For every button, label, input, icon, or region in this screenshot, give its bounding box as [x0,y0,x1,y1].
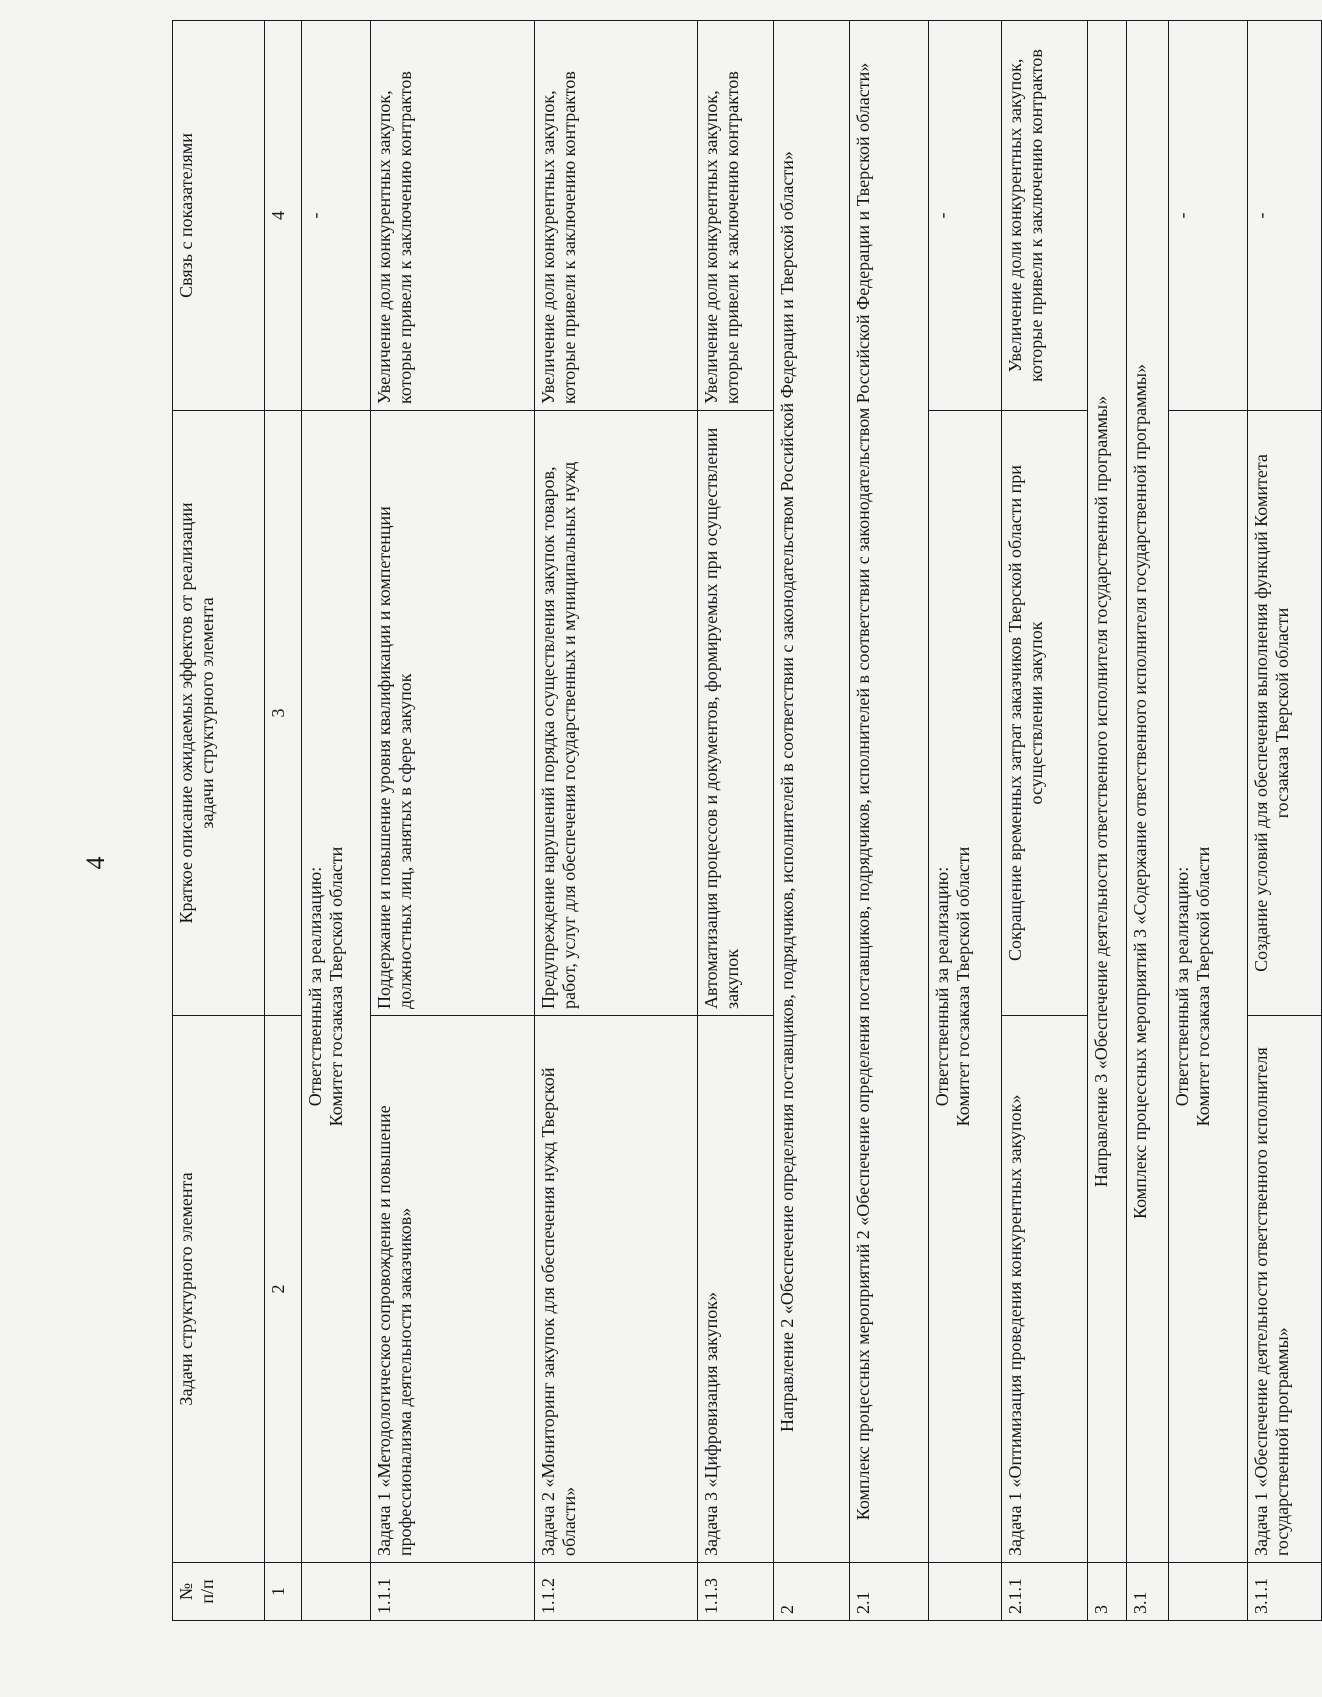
effect-cell: Поддержание и повышение уровня квалификации и компетенции должностных лиц, занятых в сфере закупок [371,411,534,1016]
table-row [773,21,849,1621]
responsible-cell [301,411,371,1563]
indicator-cell: - [1169,21,1248,411]
indicator-cell: Увеличение доли конкурентных закупок, которые привели к заключению контрактов [1002,21,1087,411]
column-index-row [265,21,302,1621]
responsible-cell [928,411,1002,1563]
responsible-text: Ответственный за реализацию: Комитет госзаказа Тверской области [304,846,346,1127]
index-cell: 2 [265,1016,302,1563]
table-row [371,21,534,1621]
row-number [1169,1563,1248,1621]
task-cell: Задача 2 «Мониторинг закупок для обеспечения нужд Тверской области» [534,1016,697,1563]
row-number: 3.1.1 [1248,1563,1322,1621]
header-effects [173,411,265,1016]
row-number [928,1563,1002,1621]
table-row [928,21,1002,1621]
page-number: 4 [81,856,110,870]
row-number [301,1563,371,1621]
effect-cell: Создание условий для обеспечения выполнения функций Комитета госзаказа Тверской области [1248,411,1322,1016]
direction-cell: Направление 3 «Обеспечение деятельности ответственного исполнителя государственной программы» [1087,21,1126,1563]
table-row [1002,21,1087,1621]
row-number: 3.1 [1127,1563,1169,1621]
responsible-cell [1169,411,1248,1563]
task-cell: Задача 1 «Обеспечение деятельности ответственного исполнителя государственной программы» [1248,1016,1322,1563]
task-cell: Задача 1 «Оптимизация проведения конкурентных закупок» [1002,1016,1087,1563]
row-number: 3 [1087,1563,1126,1621]
header-tasks-label: Задачи структурного элемента [176,1172,196,1406]
index-cell: 4 [265,21,302,411]
table-row [1169,21,1248,1621]
table-row [534,21,697,1621]
table-row [301,21,371,1621]
row-number: 2.1 [849,1563,928,1621]
header-tasks [173,1016,265,1563]
index-cell: 3 [265,411,302,1016]
process-complex-cell: Комплекс процессных мероприятий 2 «Обеспечение определения поставщиков, подрядчиков, исполнителей в соответствии с законодательством Российской Федерации и Тверской области» [849,21,928,1563]
goals-table [172,20,1322,1621]
table-row [1087,21,1126,1621]
row-number: 1.1.3 [697,1563,773,1621]
indicator-cell: - [301,21,371,411]
process-complex-cell: Комплекс процессных мероприятий 3 «Содержание ответственного исполнителя государственной программы» [1127,21,1169,1563]
rotated-table-container [172,21,1322,1621]
row-number: 1.1.2 [534,1563,697,1621]
table-row [1127,21,1169,1621]
table-row [1248,21,1322,1621]
header-effects-label: Краткое описание ожидаемых эффектов от реализации задачи структурного элемента [176,502,217,924]
row-number: 1.1.1 [371,1563,534,1621]
effect-cell: Сокращение временных затрат заказчиков Тверской области при осуществлении закупок [1002,411,1087,1016]
indicator-cell: Увеличение доли конкурентных закупок, которые привели к заключению контрактов [697,21,773,411]
effect-cell: Автоматизация процессов и документов, формируемых при осуществлении закупок [697,411,773,1016]
row-number: 2.1.1 [1002,1563,1087,1621]
header-indicators-label: Связь с показателями [176,133,196,298]
header-number [173,1563,265,1621]
responsible-text: Ответственный за реализацию: Комитет госзаказа Тверской области [1172,846,1214,1127]
responsible-text: Ответственный за реализацию: Комитет госзаказа Тверской области [931,846,973,1127]
header-indicators [173,21,265,411]
task-cell: Задача 1 «Методологическое сопровождение и повышение профессионализма деятельности заказчиков» [371,1016,534,1563]
row-number: 2 [773,1563,849,1621]
header-number-label: № п/п [176,1579,217,1604]
table-header-row [173,21,265,1621]
index-cell: 1 [265,1563,302,1621]
effect-cell: Предупреждение нарушений порядка осуществления закупок товаров, работ, услуг для обеспечения государственных и муниципальных нужд [534,411,697,1016]
indicator-cell: - [928,21,1002,411]
table-row [849,21,928,1621]
task-cell: Задача 3 «Цифровизация закупок» [697,1016,773,1563]
indicator-cell: Увеличение доли конкурентных закупок, которые привели к заключению контрактов [371,21,534,411]
direction-cell: Направление 2 «Обеспечение определения поставщиков, подрядчиков, исполнителей в соответствии с законодательством Российской Федерации и Тверской области» [773,21,849,1563]
indicator-cell: Увеличение доли конкурентных закупок, которые привели к заключению контрактов [534,21,697,411]
table-row [697,21,773,1621]
indicator-cell: - [1248,21,1322,411]
